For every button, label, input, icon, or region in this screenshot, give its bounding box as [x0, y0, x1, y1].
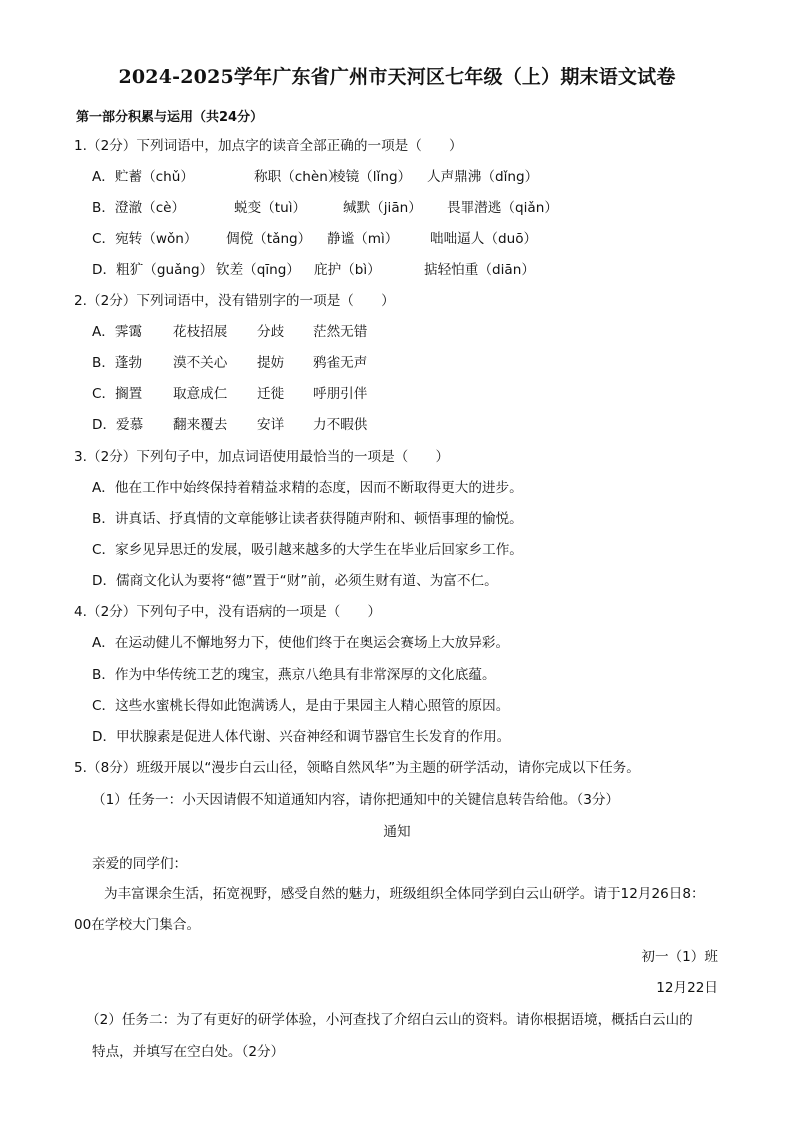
option-item: 分歧 [257, 324, 285, 340]
option-item: 取意成仁 [173, 386, 228, 402]
question-4-option-b: B．作为中华传统工艺的瑰宝，燕京八绝具有非常深厚的文化底蕴。 [92, 667, 496, 683]
notice-body-continued: 00在学校大门集合。 [74, 917, 201, 933]
question-3-option-a: A．他在工作中始终保持着精益求精的态度，因而不断取得更大的进步。 [92, 480, 523, 496]
option-item: 茫然无错 [313, 324, 368, 340]
option-item: 畏罪潜逃（qiǎn） [447, 200, 558, 216]
section-heading: 第一部分积累与运用（共24分） [76, 110, 264, 125]
question-2-option-a [92, 323, 367, 341]
option-item: 称职（chèn） [254, 169, 342, 185]
question-2-option-b [92, 354, 367, 372]
option-item: 漠不关心 [173, 355, 228, 371]
question-1-option-c [92, 230, 537, 248]
option-item: 咄咄逼人（duō） [430, 231, 538, 247]
option-item: 蜕变（tuì） [234, 200, 307, 216]
question-3-option-c: C．家乡见异思迁的发展，吸引越来越多的大学生在毕业后回家乡工作。 [92, 542, 523, 558]
option-item: 翻来覆去 [173, 417, 228, 433]
question-3-option-b: B．讲真话、抒真情的文章能够让读者获得随声附和、顿悟事理的愉悦。 [92, 511, 523, 527]
option-item: 呼朋引伴 [313, 386, 368, 402]
option-item: 花枝招展 [173, 324, 228, 340]
question-4-stem: 4.（2分）下列句子中，没有语病的一项是（ ） [74, 604, 382, 620]
option-item: 庇护（bì） [314, 262, 381, 278]
option-item: 人声鼎沸（dǐng） [427, 169, 539, 185]
task-2: （2）任务二：为了有更好的研学体验，小河查找了介绍白云山的资料。请你根据语境，概括白云山的 [86, 1012, 693, 1028]
question-4-option-a: A．在运动健儿不懈地努力下，使他们终于在奥运会赛场上大放异彩。 [92, 635, 510, 651]
page-title: 2024-2025学年广东省广州市天河区七年级（上）期末语文试卷 [118, 66, 676, 88]
option-item: 静谧（mì） [327, 231, 399, 247]
task-1: （1）任务一：小天因请假不知道通知内容，请你把通知中的关键信息转告给他。（3分） [92, 792, 620, 808]
question-1-stem: 1.（2分）下列词语中，加点字的读音全部正确的一项是（ ） [74, 138, 463, 154]
option-item: D．粗犷（guǎng） [92, 262, 214, 278]
notice-body: 为丰富课余生活，拓宽视野，感受自然的魅力，班级组织全体同学到白云山研学。请于12月26日8： [104, 886, 705, 902]
option-item: 掂轻怕重（diān） [424, 262, 535, 278]
notice-signer: 初一（1）班 [641, 949, 718, 965]
option-item: 力不暇供 [313, 417, 368, 433]
notice-title: 通知 [383, 824, 411, 840]
question-5-stem: 5.（8分）班级开展以“漫步白云山径，领略自然风华”为主题的研学活动，请你完成以下任务。 [74, 760, 640, 776]
question-3-option-d: D．儒商文化认为要将“德”置于“财”前，必须生财有道、为富不仁。 [92, 573, 498, 589]
option-item: 棱镜（lǐng） [332, 169, 412, 185]
question-2-option-c [92, 385, 367, 403]
task-2-continued: 特点，并填写在空白处。（2分） [92, 1044, 285, 1060]
option-item: B．澄澈（cè） [92, 200, 186, 216]
option-item: 缄默（jiān） [343, 200, 422, 216]
option-item: 提妨 [257, 355, 285, 371]
question-1-option-d [92, 261, 535, 279]
option-item: C．宛转（wǒn） [92, 231, 198, 247]
question-2-stem: 2.（2分）下列词语中，没有错别字的一项是（ ） [74, 293, 395, 309]
notice-greeting: 亲爱的同学们： [92, 856, 188, 872]
question-3-stem: 3.（2分）下列句子中，加点词语使用最恰当的一项是（ ） [74, 449, 450, 465]
question-2-option-d [92, 416, 367, 434]
option-item: A．霁霭 [92, 324, 143, 340]
option-item: D．爱慕 [92, 417, 144, 433]
notice-date: 12月22日 [656, 980, 718, 996]
question-1-option-a [92, 168, 538, 186]
option-item: 倜傥（tǎng） [226, 231, 312, 247]
option-item: 迁徙 [257, 386, 285, 402]
option-item: 钦差（qīng） [216, 262, 301, 278]
question-1-option-b [92, 199, 558, 217]
question-4-option-c: C．这些水蜜桃长得如此饱满诱人，是由于果园主人精心照管的原因。 [92, 698, 510, 714]
option-item: 鸦雀无声 [313, 355, 368, 371]
option-item: 安详 [257, 417, 285, 433]
option-item: B．蓬勃 [92, 355, 143, 371]
option-item: A．贮蓄（chǔ） [92, 169, 194, 185]
question-4-option-d: D．甲状腺素是促进人体代谢、兴奋神经和调节器官生长发育的作用。 [92, 729, 511, 745]
option-item: C．搁置 [92, 386, 143, 402]
